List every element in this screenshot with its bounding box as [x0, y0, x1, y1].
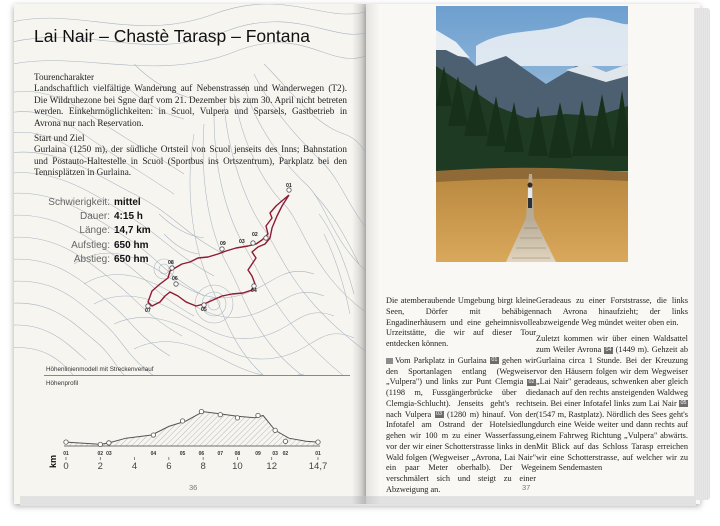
profile-point-2	[107, 441, 111, 445]
profile-waypoint-label-7: 08	[234, 451, 241, 457]
profile-unit: km	[48, 454, 58, 468]
profile-waypoint-label-3: 04	[150, 451, 157, 457]
waypoint-label-04: 04	[251, 288, 257, 294]
stat-ascent: Aufstieg: 650 hm	[71, 239, 149, 251]
photo-image	[436, 6, 628, 262]
profile-caption: Höhenprofil	[46, 380, 79, 387]
profile-point-4	[180, 419, 184, 423]
waypoint-label-02: 02	[252, 232, 258, 238]
profile-waypoint-label-6: 07	[217, 451, 224, 457]
text-column-1	[386, 296, 536, 502]
page-number-right: 37	[522, 483, 531, 492]
start-finish-text: Gurlaina (1250 m), der südliche Ortsteil von Scuol jenseits des Inns; Bahnstation und Postauto-Haltestelle in Scuol (Sportbus ins Ortszentrum), Parkplatz bei den Tennisplätzen in Gurlaina.	[34, 144, 347, 178]
profile-point-9	[273, 428, 277, 432]
profile-waypoint-label-5: 06	[198, 451, 205, 457]
profile-waypoint-label-2: 03	[106, 451, 112, 457]
profile-tick-label-4: 8	[200, 461, 206, 472]
intro-paragraph: Die atemberaubende Umgebung birgt kleine Seen, Dörfer mit behäbigen Engadinerhäusern und eine geheimnisvolle Urzeitstätte, die wir auf dieser Tour entdecken können.	[386, 296, 536, 348]
profile-point-10	[283, 439, 287, 443]
profile-tick-label-5: 10	[232, 461, 243, 472]
profile-point-3	[151, 433, 155, 437]
waypoint-badge-03: 03	[436, 411, 443, 418]
text-column-2	[536, 296, 688, 480]
profile-point-0	[64, 440, 68, 444]
profile-tick-label-7: 14,7	[308, 461, 328, 472]
waypoint-label-01: 01	[286, 183, 292, 189]
profile-point-1	[98, 442, 102, 446]
profile-waypoint-label-10: 02	[282, 451, 289, 457]
profile-waypoint-label-4: 05	[179, 451, 186, 457]
stat-descent: Abstieg: 650 hm	[73, 253, 149, 265]
waypoint-label-06: 06	[172, 276, 178, 282]
waypoint-label-03: 03	[239, 239, 245, 245]
section-marker-icon	[386, 358, 393, 364]
profile-area	[66, 412, 318, 446]
profile-point-8	[256, 413, 260, 417]
page-number-left: 36	[189, 483, 198, 492]
profile-tick-label-6: 12	[266, 461, 278, 472]
route-paragraph-2: Geradeaus zu einer Forststrasse, die links nach Avrona hinaufzieht; der links abzweigende Weg mündet weiter oben ein.	[536, 296, 688, 327]
waypoint-badge-04: 04	[605, 346, 612, 353]
profile-waypoint-label-8: 09	[255, 451, 261, 457]
profile-waypoint-label-9: 03	[272, 451, 278, 457]
tour-character-heading: Tourencharakter	[34, 72, 95, 82]
profile-waypoint-label-11: 01	[315, 451, 321, 457]
route-paragraph-3: Zuletzt kommen wir über einen Waldsattel zum Weiler Avrona 04 (1449 m). Gehzeit ab Gurlaina circa 1 Stunde. Bei der Kreuzung vor den Häusern folgen wir dem Wegweiser „Lai Nair" geradeaus, schwenken aber gleich danach auf den rechts ansteigenden Waldweg ein. Bei einer Infotafel links zum Lai Nair 05 (1547 m, Rastplatz). Nördlich des Sees geht's durch eine Weide weiter und dann rechts auf einem Fahrweg Richtung „Vulpera" abwärts. Mit Blick auf das Schloss Tarasp erreichen wir eine Schotterstrasse, auf welcher wir zu einem Sendemasten	[536, 334, 689, 473]
profile-waypoint-label-0: 01	[63, 451, 69, 457]
profile-tick-label-1: 2	[97, 461, 103, 472]
stat-difficulty: Schwierigkeit: mittel	[48, 197, 141, 208]
profile-waypoint-label-1: 02	[97, 451, 104, 457]
waypoint-label-07: 07	[145, 308, 151, 314]
waypoint-badge-05: 05	[680, 400, 687, 407]
waypoint-label-05: 05	[201, 307, 207, 313]
profile-point-5	[199, 409, 203, 413]
waypoint-badge-02: 02	[528, 378, 535, 385]
photo-boardwalk	[436, 6, 628, 262]
waypoint-badge-01: 01	[491, 357, 498, 364]
stat-duration: Dauer: 4:15 h	[79, 211, 143, 223]
profile-ticks	[63, 457, 327, 472]
waypoint-label-08: 08	[168, 260, 174, 266]
waypoint-label-09: 09	[220, 241, 226, 247]
profile-tick-label-0: 0	[63, 461, 69, 472]
profile-point-7	[235, 416, 239, 420]
profile-point-11	[316, 440, 320, 444]
profile-tick-label-3: 6	[166, 461, 172, 472]
stat-length: Länge: 14,7 km	[79, 225, 151, 237]
route-paragraph-1: Vom Parkplatz in Gurlaina 01 gehen wir den Sportanlagen entlang (Wegweiser „Vulpera") und links zur Punt Clemgia 02 (1198 m, Fussgängerbrücke über die Clemgia-Schlucht). Jenseits geht's rechts nach Vulpera 03 (1280 m) hinauf. Von der Infotafel am Ostrand der Hotelsiedlung gehen wir 100 m zu einer Wasserfassung, vor der wir einer Schotterstrasse links in den Wald folgen (Wegweiser „Avrona, Lai Nair" ein paar Meter oberhalb). Der Weg verschmälert sich und steigt zu einer Abzweigung an.	[386, 355, 537, 494]
page-title: Lai Nair – Chastè Tarasp – Fontana	[34, 26, 310, 46]
tour-character-text: Landschaftlich vielfältige Wanderung auf Nebenstrassen und Wanderwegen (T2). Die Wildruhezone bei Sgne darf vom 21. Dezember bis zum 30. April nicht betreten werden. Einkehrmöglichkeiten: in Scuol, Vulpera und Sparsels, Gastbetrieb in Avrona nur nach Reservation.	[34, 83, 347, 128]
map-caption: Höhenlinienmodell mit Streckenverlauf	[46, 366, 154, 373]
profile-point-6	[218, 412, 222, 416]
start-finish-heading: Start und Ziel	[34, 133, 85, 143]
profile-tick-label-2: 4	[131, 461, 138, 472]
